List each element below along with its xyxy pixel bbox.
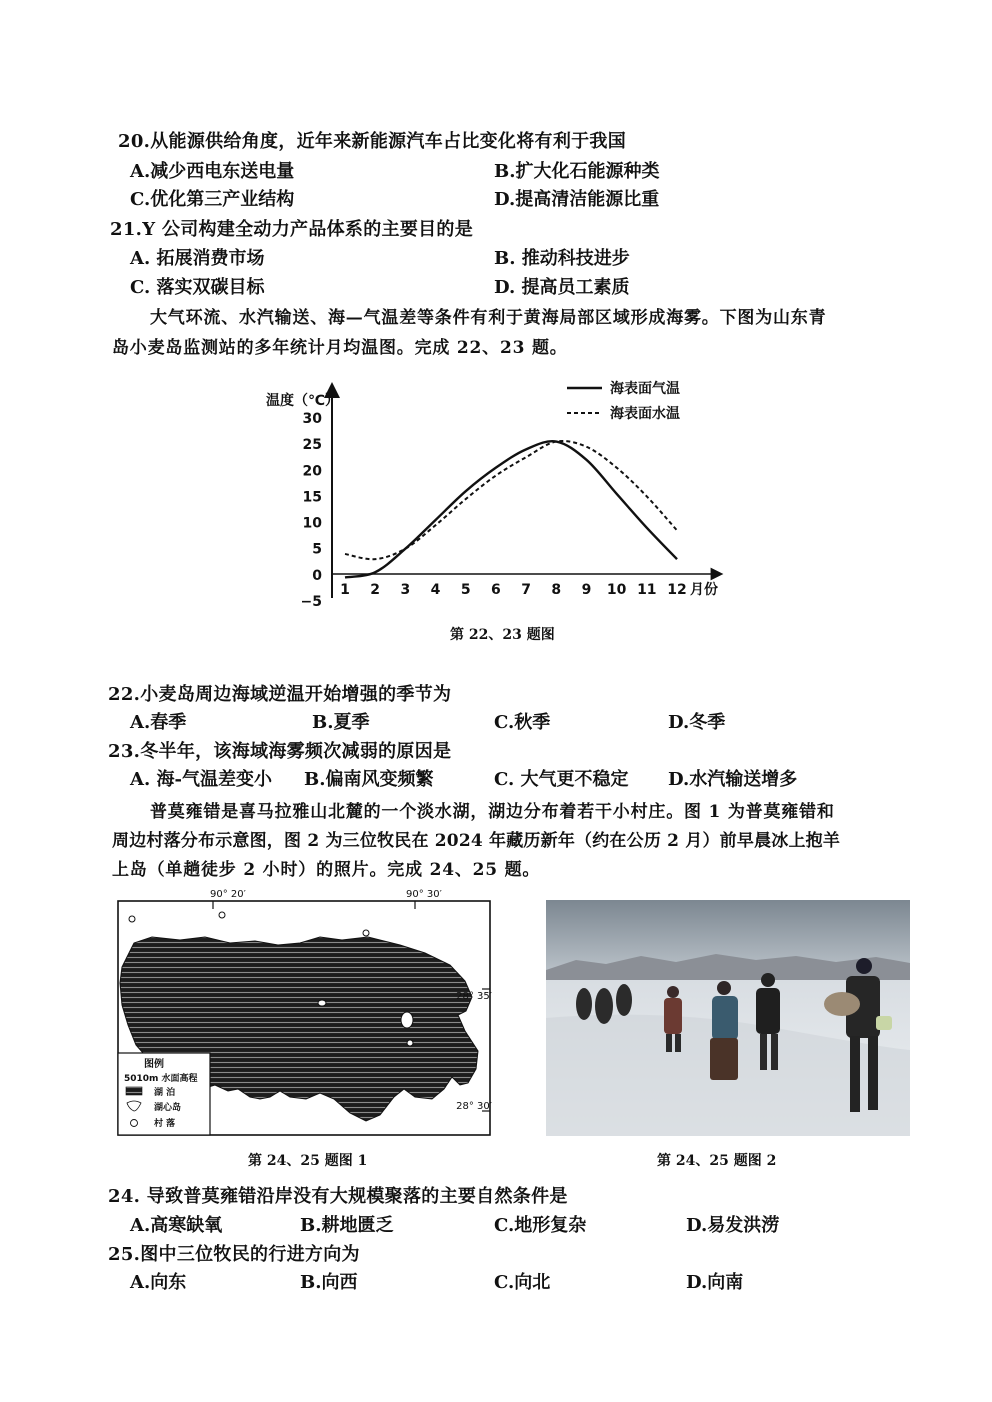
question-25-stem: 25.图中三位牧民的行进方向为 [108,1244,360,1265]
chart-legend [567,380,680,422]
chart-caption: 第 22、23 题图 [450,627,555,643]
x-tick-label: 8 [551,582,562,598]
x-tick-label: 12 [667,582,687,598]
question-24-stem: 24. 导致普莫雍错沿岸没有大规模聚落的主要自然条件是 [108,1186,568,1207]
y-tick-label: −5 [300,594,322,610]
q24-option-b[interactable]: B.耕地匮乏 [300,1215,394,1236]
legend-elevation: 5010m 水面高程 [124,1074,198,1084]
y-tick-label: 30 [302,411,322,427]
y-tick-label: 20 [302,463,322,480]
x-tick-label: 4 [430,582,441,598]
q22-option-a[interactable]: A.春季 [130,712,187,733]
x-tick-label: 9 [581,582,592,598]
x-tick-label: 10 [606,582,627,598]
q22-option-d[interactable]: D.冬季 [668,712,726,733]
chart-x-axis-label: 月份 [690,582,718,598]
q21-option-a[interactable]: A. 拓展消费市场 [130,248,265,269]
legend-village: 村 落 [154,1119,176,1129]
map-caption: 第 24、25 题图 1 [248,1153,368,1169]
x-tick-label: 3 [400,582,411,598]
legend-lake-swatch [126,1087,142,1095]
series-air-temperature-line [345,441,677,577]
lake-map-figure [110,885,500,1140]
q20-option-d[interactable]: D.提高清洁能源比重 [494,189,660,210]
q22-option-b[interactable]: B.夏季 [312,712,370,733]
y-tick-label: 15 [302,489,322,506]
y-tick-label: 0 [312,567,322,584]
map-lat-label-1: 28° 35′ [456,991,492,1002]
q25-option-c[interactable]: C.向北 [494,1272,551,1293]
x-tick-label: 2 [370,582,381,598]
map-lat-label-2: 28° 30′ [456,1101,492,1112]
x-tick-label: 7 [521,582,531,598]
q24-option-a[interactable]: A.高寒缺氧 [130,1215,223,1236]
q24-option-d[interactable]: D.易发洪涝 [686,1215,780,1236]
q20-option-c[interactable]: C.优化第三产业结构 [130,189,295,210]
photo-caption: 第 24、25 题图 2 [657,1153,777,1169]
passage-1-line-2: 岛小麦岛监测站的多年统计月均温图。完成 22、23 题。 [112,338,568,358]
x-tick-label: 1 [340,582,350,598]
question-20-stem: 20.从能源供给角度，近年来新能源汽车占比变化将有利于我国 [118,131,627,152]
q20-option-a[interactable]: A.减少西电东送电量 [130,161,295,182]
x-tick-label: 11 [637,582,657,598]
legend-air-label: 海表面气温 [610,381,680,397]
passage-2-line-3: 上岛（单趟徒步 2 小时）的照片。完成 24、25 题。 [112,860,541,880]
q20-option-b[interactable]: B.扩大化石能源种类 [494,161,660,182]
q23-option-b[interactable]: B.偏南风变频繁 [304,769,434,790]
legend-island: 湖心岛 [154,1103,182,1113]
question-23-stem: 23.冬半年，该海域海雾频次减弱的原因是 [108,741,452,762]
passage-2-line-1: 普莫雍错是喜马拉雅山北麓的一个淡水湖，湖边分布着若干小村庄。图 1 为普莫雍错和 [150,802,835,822]
q22-option-c[interactable]: C.秋季 [494,712,551,733]
map-legend [118,1053,210,1135]
x-tick-label: 5 [460,582,471,598]
chart-y-axis-label: 温度（℃） [266,393,339,409]
legend-title: 图例 [144,1059,164,1070]
q24-option-c[interactable]: C.地形复杂 [494,1215,587,1236]
legend-water-label: 海表面水温 [610,406,680,422]
passage-2-line-2: 周边村落分布示意图，图 2 为三位牧民在 2024 年藏历新年（约在公历 2 月）前早晨冰上抱羊 [112,831,841,851]
q25-option-d[interactable]: D.向南 [686,1272,744,1293]
y-tick-label: 25 [302,437,322,454]
question-21-stem: 21.Y 公司构建全动力产品体系的主要目的是 [110,219,474,240]
lake-island-2 [318,1000,326,1006]
q25-option-a[interactable]: A.向东 [130,1272,187,1293]
q23-option-d[interactable]: D.水汽输送增多 [668,769,798,790]
legend-lake: 湖 泊 [154,1088,176,1098]
temperature-line-chart [262,376,732,626]
map-lon-label-1: 90° 20′ [210,889,246,900]
q21-option-b[interactable]: B. 推动科技进步 [494,248,630,269]
map-lon-label-2: 90° 30′ [406,889,442,900]
x-tick-label: 6 [491,582,501,598]
herders-photo [546,900,910,1136]
question-22-stem: 22.小麦岛周边海域逆温开始增强的季节为 [108,684,452,705]
q21-option-c[interactable]: C. 落实双碳目标 [130,277,265,298]
q23-option-a[interactable]: A. 海-气温差变小 [130,769,272,790]
q25-option-b[interactable]: B.向西 [300,1272,358,1293]
passage-1-line-1: 大气环流、水汽输送、海—气温差等条件有利于黄海局部区域形成海雾。下图为山东青 [150,308,827,328]
lake-island-1 [401,1012,413,1028]
q23-option-c[interactable]: C. 大气更不稳定 [494,769,629,790]
q21-option-d[interactable]: D. 提高员工素质 [494,277,630,298]
map-village-1 [129,916,135,922]
y-tick-label: 10 [302,515,322,532]
y-tick-label: 5 [312,541,322,558]
map-village-4 [407,1040,413,1046]
legend-village-swatch [131,1120,138,1127]
map-village-2 [219,912,225,918]
map-village-3 [363,930,369,936]
